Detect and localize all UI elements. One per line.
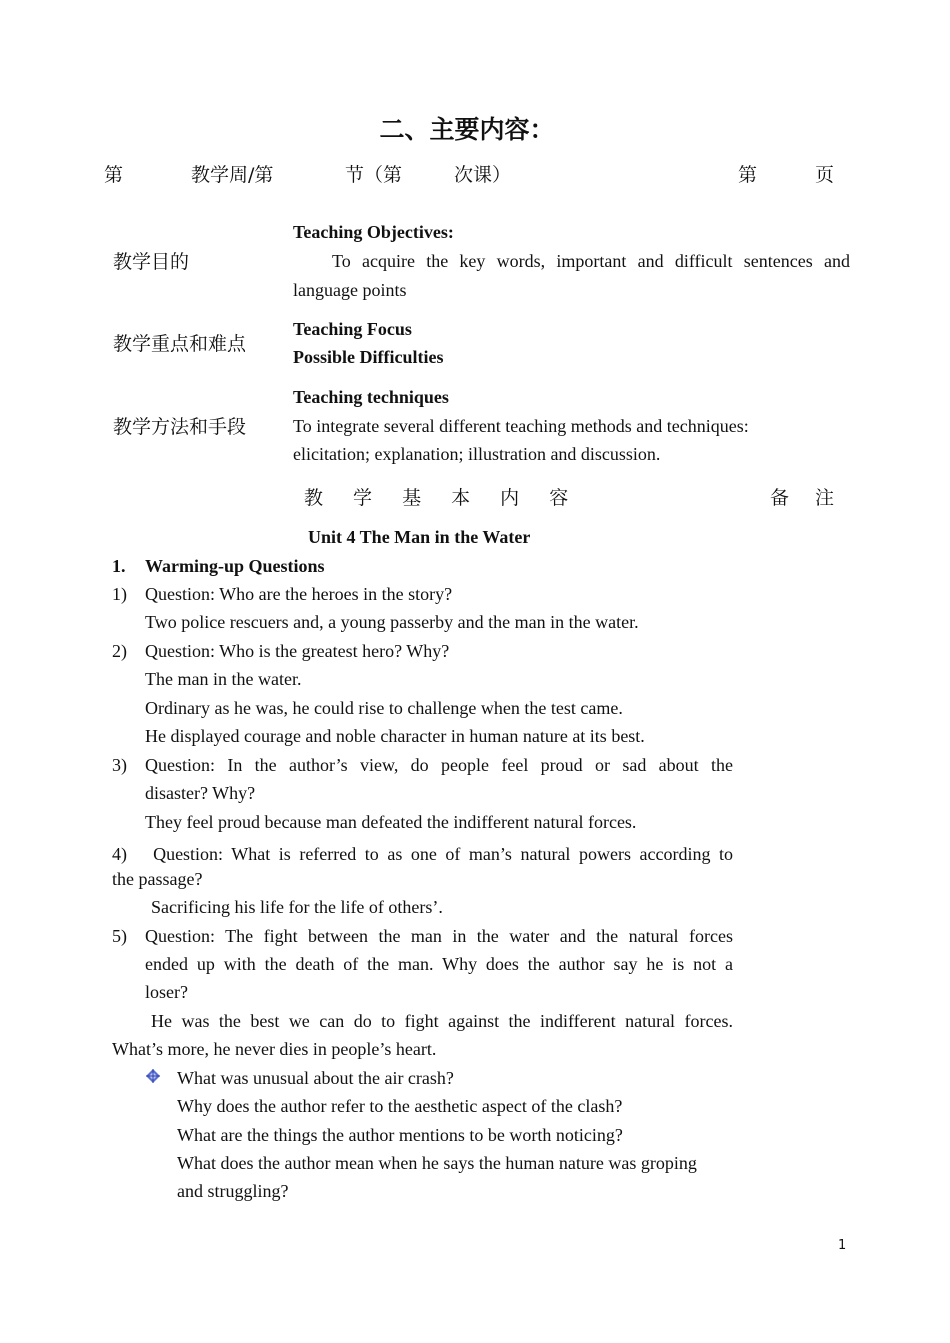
q2-question: Question: Who is the greatest hero? Why? [145, 641, 450, 661]
remarks-label: 备 注 [770, 487, 845, 509]
q5-question-line2: ended up with the death of the man. Why does the author say he is not a [145, 954, 733, 974]
q1-answer: Two police rescuers and, a young passerby and the man in the water. [145, 612, 639, 632]
q4-question-line1: 4) Question: What is referred to as one of man’s natural powers according to [112, 844, 733, 864]
content-label: 教 学 基 本 内 容 [304, 487, 581, 509]
q3-question-line1: Question: In the author’s view, do people feel proud or sad about the [145, 755, 733, 775]
header-page-suffix: 页 [815, 164, 835, 186]
q2-answer-line1: The man in the water. [145, 669, 302, 689]
objectives-heading: Teaching Objectives: [293, 222, 454, 242]
q3-number: 3) [112, 755, 127, 775]
q1-question: Question: Who are the heroes in the story? [145, 584, 453, 604]
q3-question-line2: disaster? Why? [145, 783, 256, 803]
q5-question-line1: Question: The fight between the man in the water and the natural forces [145, 926, 733, 946]
objectives-label: 教学目的 [113, 251, 190, 273]
header-page-label: 第 [738, 164, 758, 186]
q5-answer-line2: What’s more, he never dies in people’s heart. [112, 1039, 437, 1059]
page-number: 1 [838, 1238, 847, 1253]
methods-heading: Teaching techniques [293, 387, 449, 407]
header-week-label: 第 [104, 164, 124, 186]
bullet-question-1: What was unusual about the air crash? [177, 1068, 454, 1088]
bullet-question-3: What are the things the author mentions to be worth noticing? [177, 1125, 623, 1145]
header-teaching-week: 教学周/第 [191, 164, 274, 186]
section-1-number: 1. [112, 556, 126, 576]
focus-line2: Possible Difficulties [293, 347, 444, 367]
objectives-text-line1: To acquire the key words, important and difficult sentences and [332, 251, 850, 271]
q2-number: 2) [112, 641, 127, 661]
header-section: 节（第 [345, 164, 403, 186]
methods-label: 教学方法和手段 [113, 416, 247, 438]
bullet-question-4-line1: What does the author mean when he says the human nature was groping [177, 1153, 697, 1173]
page-title: 二、主要内容： [379, 115, 555, 144]
diamond-bullet-icon [146, 1069, 160, 1083]
q3-answer: They feel proud because man defeated the indifferent natural forces. [145, 812, 637, 832]
focus-label: 教学重点和难点 [113, 333, 247, 355]
q2-answer-line2: Ordinary as he was, he could rise to challenge when the test came. [145, 698, 623, 718]
q5-question-line3: loser? [145, 982, 188, 1002]
q5-answer-line1: He was the best we can do to fight against the indifferent natural forces. [151, 1011, 733, 1031]
methods-line1: To integrate several different teaching methods and techniques: [293, 416, 749, 436]
q2-answer-line3: He displayed courage and noble character in human nature at its best. [145, 726, 645, 746]
unit-title: Unit 4 The Man in the Water [308, 527, 531, 547]
q1-number: 1) [112, 584, 127, 604]
q4-question-line2: the passage? [112, 869, 203, 889]
methods-line2: elicitation; explanation; illustration and discussion. [293, 444, 661, 464]
q5-number: 5) [112, 926, 127, 946]
focus-line1: Teaching Focus [293, 319, 412, 339]
header-class: 次课） [454, 164, 512, 186]
objectives-text-line2: language points [293, 280, 407, 300]
bullet-question-2: Why does the author refer to the aesthetic aspect of the clash? [177, 1096, 623, 1116]
section-1-title: Warming-up Questions [145, 556, 325, 576]
bullet-question-4-line2: and struggling? [177, 1181, 289, 1201]
q4-answer: Sacrificing his life for the life of others’. [151, 897, 443, 917]
